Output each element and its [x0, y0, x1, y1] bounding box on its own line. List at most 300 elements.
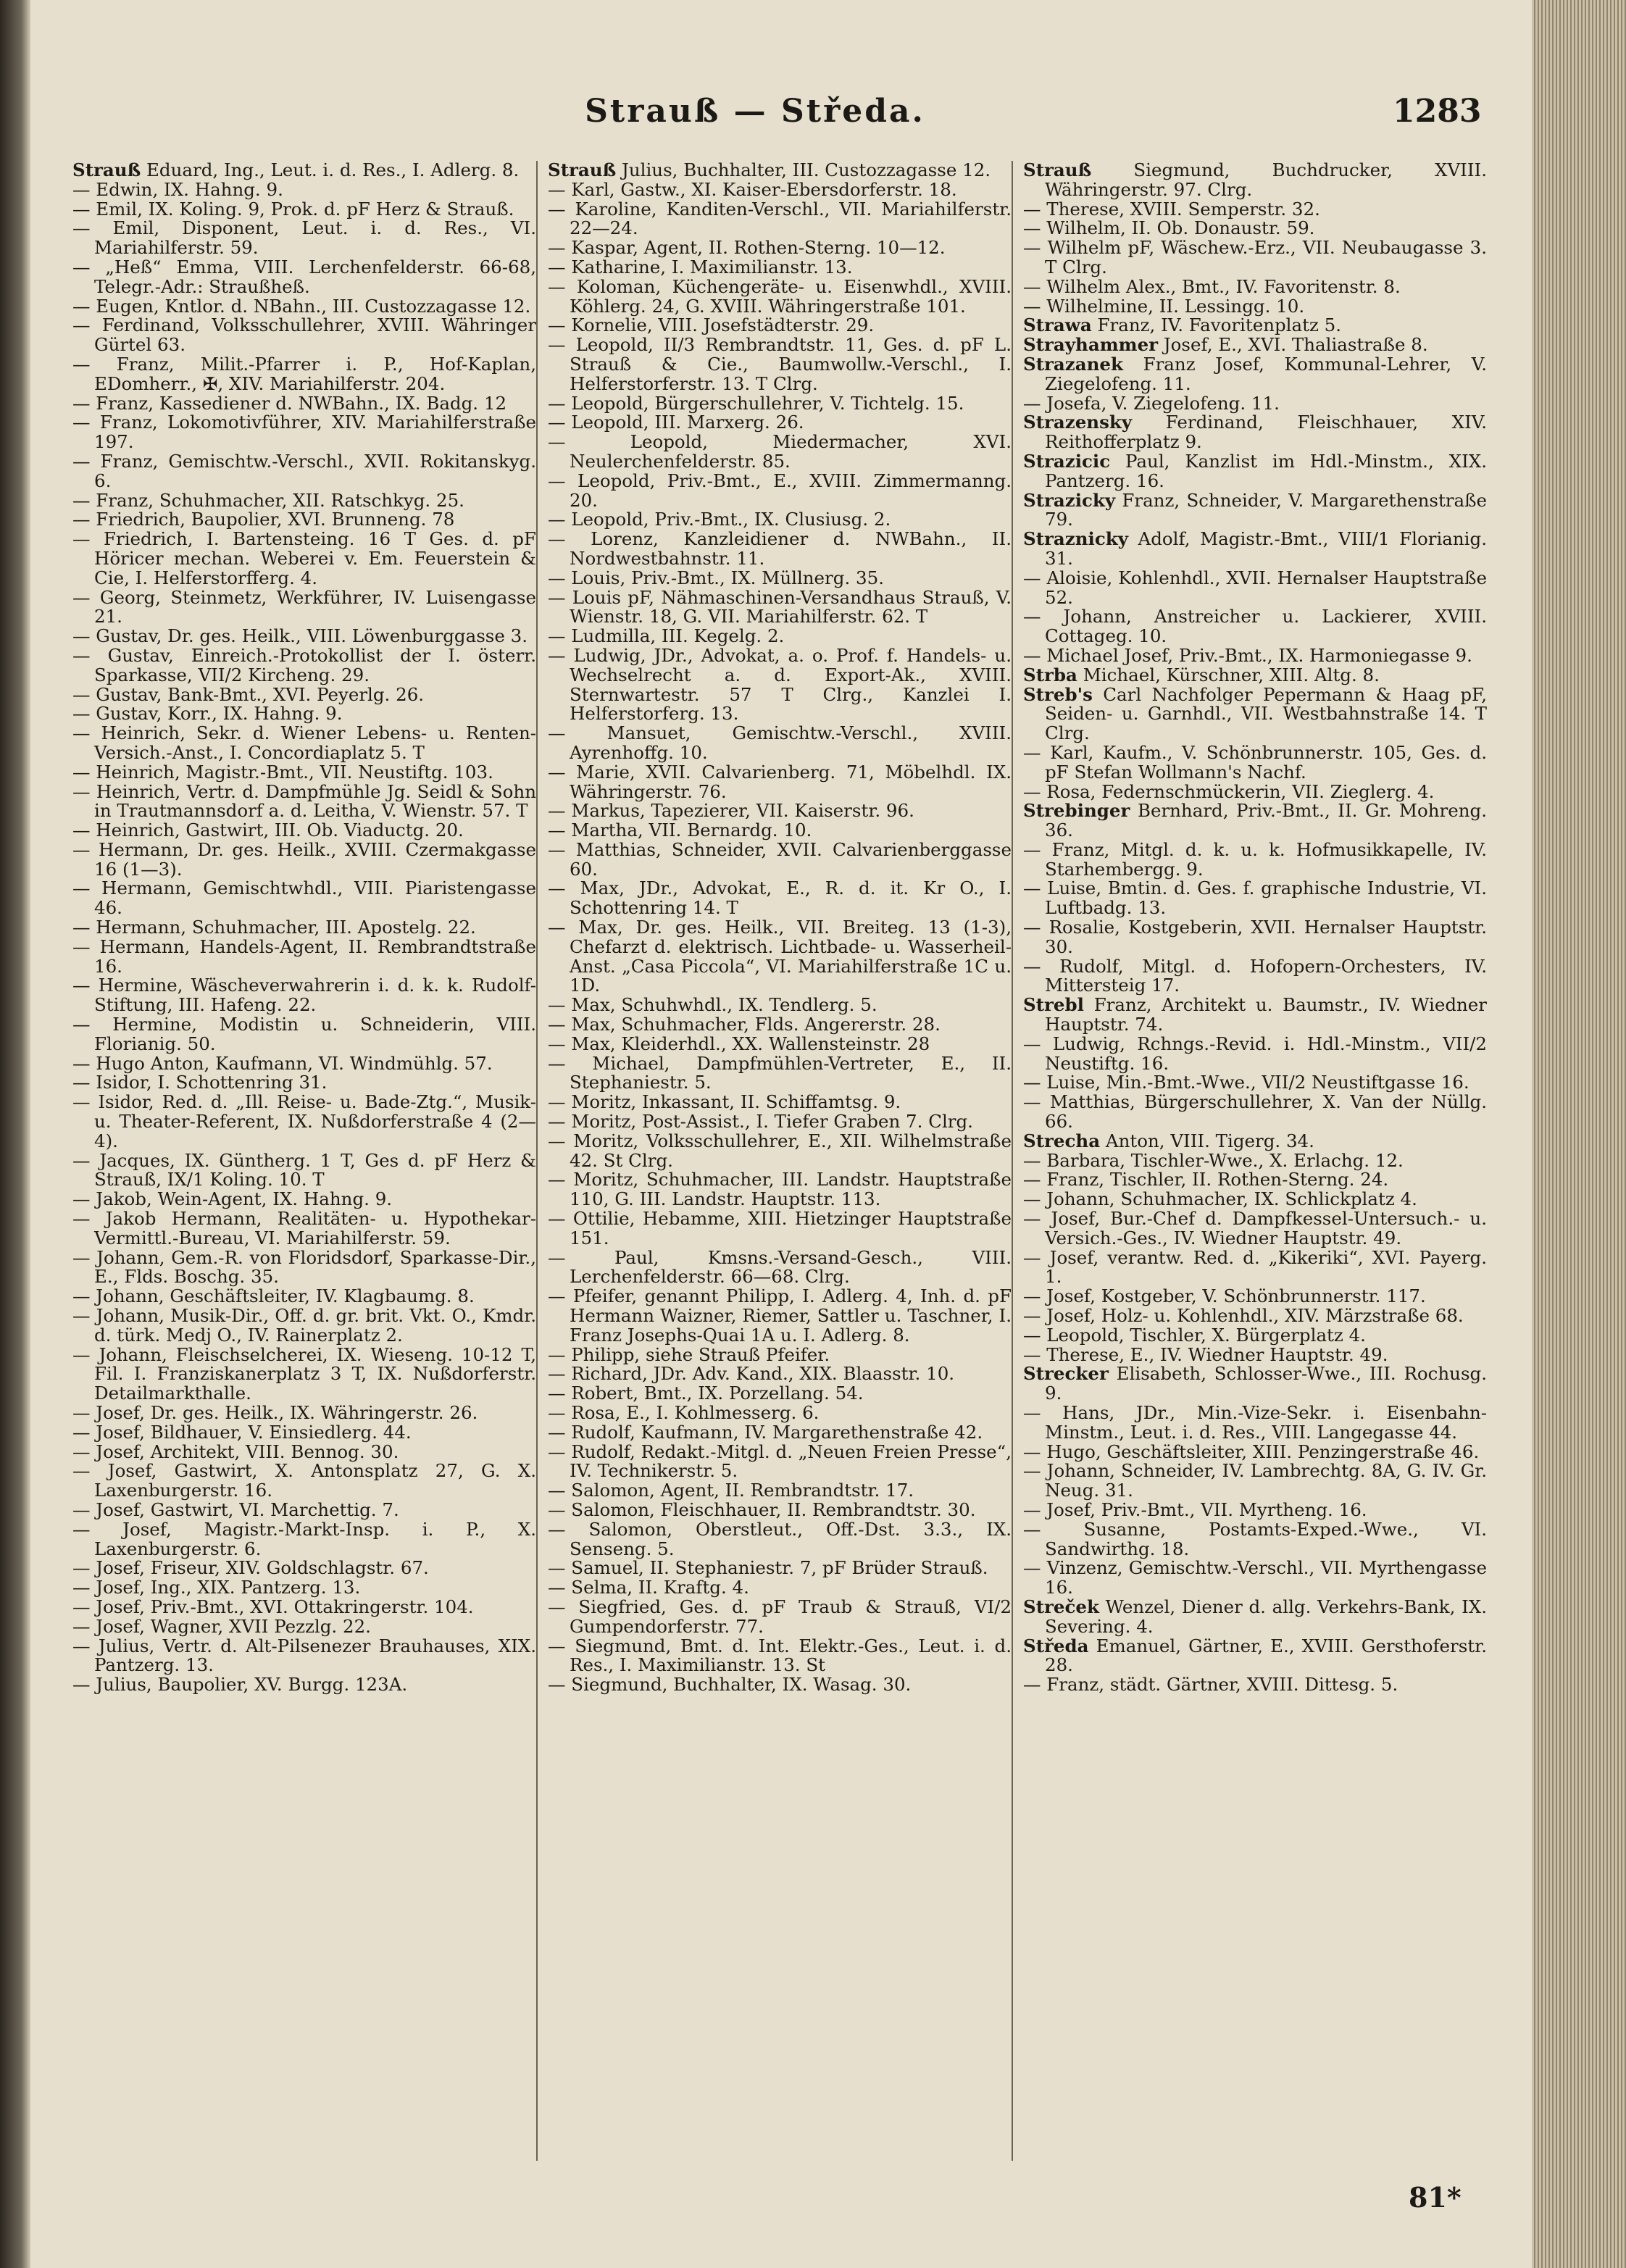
directory-entry — [1023, 1675, 1487, 1695]
directory-entry — [1023, 161, 1487, 200]
directory-entry — [548, 258, 1012, 278]
entry-text: — Franz, Milit.-Pfarrer i. P., Hof-Kaplan, EDomherr., ✠, XIV. Mariahilferstr. 204. — [72, 353, 536, 394]
directory-entry — [72, 1462, 536, 1501]
entry-text: — Hugo Anton, Kaufmann, VI. Windmühlg. 57. — [72, 1052, 493, 1074]
directory-entry — [1023, 1462, 1487, 1501]
entry-text: — Josef, Holz- u. Kohlenhdl., XIV. Märzstraße 68. — [1023, 1305, 1464, 1327]
entry-text: — Rosa, Federnschmückerin, VII. Zieglerg. 4. — [1023, 780, 1435, 802]
directory-entry — [1023, 1287, 1487, 1306]
entry-text: — Friedrich, I. Bartensteing. 16 T Ges. d. pF Höricer mechan. Weberei v. Em. Feuerstein & Cie, I. Helferstorfferg. 4. — [72, 528, 536, 588]
entry-text: — Josef, Friseur, XIV. Goldschlagstr. 67. — [72, 1557, 429, 1579]
entry-text: — Leopold, Priv.-Bmt., IX. Clusiusg. 2. — [548, 509, 891, 530]
column-divider — [536, 161, 538, 2161]
entry-text: — Siegmund, Bmt. d. Int. Elektr.-Ges., Leut. i. d. Res., I. Maximilianstr. 13. St — [548, 1635, 1012, 1676]
directory-entry — [1023, 1248, 1487, 1288]
directory-entry — [548, 1443, 1012, 1482]
directory-entry — [1023, 1306, 1487, 1326]
directory-entry — [548, 1093, 1012, 1112]
directory-entry — [72, 510, 536, 530]
directory-entry — [72, 976, 536, 1015]
entry-text: — Josef, Priv.-Bmt., XVI. Ottakringerstr. 104. — [72, 1596, 474, 1617]
directory-entry — [548, 238, 1012, 258]
entry-text: — Isidor, Red. d. „Ill. Reise- u. Bade-Ztg.“, Musik- u. Theater-Referent, IX. Nußdorferstraße 4 (2—4). — [72, 1091, 536, 1151]
entry-text: — Leopold, III. Marxerg. 26. — [548, 412, 804, 433]
directory-entry — [72, 918, 536, 938]
entry-text: — Josef, Gastwirt, VI. Marchettig. 7. — [72, 1498, 399, 1520]
entry-text: — Therese, XVIII. Semperstr. 32. — [1023, 198, 1320, 220]
entry-surname: Strauß — [1023, 161, 1092, 180]
entry-text: Bernhard, Priv.-Bmt., II. Gr. Mohreng. 36. — [1045, 800, 1487, 841]
entry-text: — Hermann, Handels-Agent, II. Rembrandtstraße 16. — [72, 935, 536, 977]
entry-text: — Karl, Kaufm., V. Schönbrunnerstr. 105, Ges. d. pF Stefan Wollmann's Nachf. — [1023, 741, 1487, 783]
entry-text: Paul, Kanzlist im Hdl.-Minstm., XIX. Pantzerg. 16. — [1045, 450, 1487, 491]
book-gutter — [0, 0, 30, 2268]
entry-text: — Heinrich, Gastwirt, III. Ob. Viaductg. 20. — [72, 820, 464, 841]
entry-text: — Rosa, E., I. Kohlmesserg. 6. — [548, 1402, 820, 1423]
directory-entry — [548, 1287, 1012, 1345]
entry-text: — Louis, Priv.-Bmt., IX. Müllnerg. 35. — [548, 567, 884, 588]
entry-text: — Johann, Musik-Dir., Off. d. gr. brit. Vkt. O., Kmdr. d. türk. Medj O., IV. Rainerplatz 2. — [72, 1305, 536, 1346]
page-header — [30, 93, 1532, 158]
directory-entry — [548, 1035, 1012, 1054]
directory-entry — [548, 1498, 1012, 1520]
entry-text: — Matthias, Bürgerschullehrer, X. Van der Nüllg. 66. — [1023, 1091, 1487, 1133]
entry-text: — Susanne, Postamts-Exped.-Wwe., VI. Sandwirthg. 18. — [1023, 1518, 1487, 1559]
directory-entry — [72, 724, 536, 763]
entry-text: — Jacques, IX. Güntherg. 1 T, Ges d. pF Herz & Strauß, IX/1 Koling. 10. T — [72, 1149, 536, 1191]
entry-text: — Salomon, Oberstleut., Off.-Dst. 3.3., IX. Senseng. 5. — [548, 1518, 1012, 1559]
entry-text: — Gustav, Bank-Bmt., XVI. Peyerlg. 26. — [72, 683, 425, 705]
page-number: 1283 — [1393, 93, 1482, 130]
directory-entry — [72, 1054, 536, 1074]
entry-text: — Aloisie, Kohlenhdl., XVII. Hernalser Hauptstraße 52. — [1023, 567, 1487, 608]
directory-entry — [72, 1404, 536, 1423]
directory-entry — [548, 413, 1012, 433]
entry-text: — Gustav, Korr., IX. Hahng. 9. — [72, 703, 343, 725]
directory-entry — [1023, 780, 1487, 802]
entry-text: — Heinrich, Sekr. d. Wiener Lebens- u. Renten-Versich.-Anst., I. Concordiaplatz 5. T — [72, 722, 536, 763]
entry-text: — Max, Schuhwhdl., IX. Tendlerg. 5. — [548, 994, 877, 1016]
directory-entry — [548, 1364, 1012, 1384]
entry-text: — Markus, Tapezierer, VII. Kaiserstr. 96. — [548, 800, 914, 822]
directory-entry — [72, 1209, 536, 1248]
directory-entry — [1023, 957, 1487, 996]
column-1 — [72, 161, 536, 2175]
entry-surname: Strauß — [72, 161, 141, 180]
directory-entry — [1023, 413, 1487, 452]
column-3 — [1023, 161, 1487, 2175]
entry-text: — Johann, Anstreicher u. Lackierer, XVIII. Cottageg. 10. — [1023, 606, 1487, 647]
directory-entry — [548, 801, 1012, 821]
entry-text: — Julius, Vertr. d. Alt-Pilsenezer Brauhauses, XIX. Pantzerg. 13. — [72, 1635, 536, 1676]
entry-text: — Josef, Bildhauer, V. Einsiedlerg. 44. — [72, 1421, 412, 1443]
directory-entry — [548, 1423, 1012, 1443]
directory-entry — [548, 879, 1012, 918]
entry-text: — Karl, Gastw., XI. Kaiser-Ebersdorferstr. 18. — [548, 178, 957, 200]
directory-entry — [548, 1384, 1012, 1404]
directory-entry — [1023, 1132, 1487, 1151]
directory-entry — [72, 1287, 536, 1306]
entry-text: — Rudolf, Mitgl. d. Hofopern-Orchesters, IV. Mittersteig 17. — [1023, 955, 1487, 996]
directory-entry — [72, 297, 536, 317]
directory-entry — [548, 1481, 1012, 1501]
directory-entry — [72, 452, 536, 491]
entry-text: — Johann, Gem.-R. von Floridsdorf, Sparkasse-Dir., E., Flds. Boschg. 35. — [72, 1246, 536, 1288]
entry-text: Elisabeth, Schlosser-Wwe., III. Rochusg. 9. — [1045, 1363, 1487, 1404]
entry-text: — Samuel, II. Stephaniestr. 7, pF Brüder Strauß. — [548, 1557, 988, 1579]
directory-entry — [1023, 530, 1487, 569]
entry-text: — Hermann, Schuhmacher, III. Apostelg. 22. — [72, 917, 476, 938]
page-title: Strauß — Středa. — [585, 93, 925, 130]
entry-text: Julius, Buchhalter, III. Custozzagasse 12. — [616, 161, 991, 180]
directory-entry — [1023, 394, 1487, 414]
entry-text: — Salomon, Agent, II. Rembrandtstr. 17. — [548, 1480, 914, 1501]
entry-text: — Wilhelm pF, Wäschew.-Erz., VII. Neubaugasse 3. T Clrg. — [1023, 237, 1487, 278]
directory-entry — [548, 1132, 1012, 1171]
directory-entry — [72, 1617, 536, 1637]
entry-text: — Katharine, I. Maximilianstr. 13. — [548, 256, 853, 278]
entry-text: — Josef, Architekt, VIII. Bennog. 30. — [72, 1441, 399, 1462]
directory-entry — [1023, 219, 1487, 238]
directory-entry — [72, 1423, 536, 1443]
entry-text: — Ottilie, Hebamme, XIII. Hietzinger Hauptstraße 151. — [548, 1208, 1012, 1248]
directory-entry — [1023, 1598, 1487, 1637]
entry-text: — Ludwig, Rchngs.-Revid. i. Hdl.-Minstm., VII/2 Neustiftg. 16. — [1023, 1033, 1487, 1074]
directory-entry — [1023, 685, 1487, 743]
entry-text: — Hermann, Dr. ges. Heilk., XVIII. Czermakgasse 16 (1—3). — [72, 838, 536, 880]
column-2 — [548, 161, 1012, 2175]
directory-entry — [1023, 1637, 1487, 1676]
entry-text: — Georg, Steinmetz, Werkführer, IV. Luisengasse 21. — [72, 586, 536, 628]
entry-text: — Kaspar, Agent, II. Rothen-Sterng. 10—12. — [548, 237, 946, 259]
entry-text: — Johann, Schneider, IV. Lambrechtg. 8A, G. IV. Gr. Neug. 31. — [1023, 1460, 1487, 1501]
directory-entry — [72, 200, 536, 220]
entry-text: — Rudolf, Redakt.-Mitgl. d. „Neuen Freien Presse“, IV. Technikerstr. 5. — [548, 1441, 1012, 1482]
directory-entry — [1023, 200, 1487, 220]
directory-entry — [548, 821, 1012, 841]
entry-text: — Ferdinand, Volksschullehrer, XVIII. Währinger Gürtel 63. — [72, 314, 536, 356]
directory-entry — [1023, 238, 1487, 278]
entry-text: — Josef, Ing., XIX. Pantzerg. 13. — [72, 1577, 361, 1598]
directory-entry — [1023, 918, 1487, 957]
entry-text: Josef, E., XVI. Thaliastraße 8. — [1158, 334, 1428, 356]
directory-entry — [548, 1578, 1012, 1598]
directory-entry — [1023, 1209, 1487, 1248]
directory-entry — [72, 491, 536, 511]
entry-text: — Josef, Kostgeber, V. Schönbrunnerstr. 117. — [1023, 1285, 1426, 1307]
directory-entry — [1023, 275, 1487, 297]
entry-text: — Moritz, Inkassant, II. Schiffamtsg. 9. — [548, 1091, 901, 1113]
entry-text: — Koloman, Küchengeräte- u. Eisenwhdl., XVIII. Köhlerg. 24, G. XVIII. Währingerstraße 101. — [548, 275, 1012, 317]
directory-entry — [72, 413, 536, 452]
entry-text: Franz Josef, Kommunal-Lehrer, V. Ziegelofeng. 11. — [1045, 353, 1487, 394]
entry-text: — Jakob Hermann, Realitäten- u. Hypothekar-Vermittl.-Bureau, VI. Mariahilferstr. 59. — [72, 1208, 536, 1248]
directory-entry — [548, 838, 1012, 880]
entry-surname: Streb's — [1023, 683, 1093, 705]
directory-entry — [548, 180, 1012, 200]
entry-text: — Gustav, Dr. ges. Heilk., VIII. Löwenburggasse 3. — [72, 625, 528, 647]
entry-text: — Max, Dr. ges. Heilk., VII. Breiteg. 13 (1-3), Chefarzt d. elektrisch. Lichtbade- u. Wasserheil-Anst. „Casa Piccola“, VI. Mariahilferstraße 1C u. 1D. — [548, 917, 1012, 996]
directory-entry — [548, 1675, 1012, 1695]
directory-entry — [72, 627, 536, 646]
entry-text: — Jakob, Wein-Agent, IX. Hahng. 9. — [72, 1188, 393, 1210]
directory-entry — [548, 627, 1012, 646]
entry-text: — Pfeifer, genannt Philipp, I. Adlerg. 4, Inh. d. pF Hermann Waizner, Riemer, Sattler u. Taschner, I. Franz Josephs-Quai 1A u. I. Adlerg. 8. — [548, 1285, 1012, 1346]
entry-text: Franz, Schneider, V. Margarethenstraße 79. — [1045, 489, 1487, 530]
entry-surname: Strazanek — [1023, 353, 1123, 375]
directory-entry — [548, 1015, 1012, 1035]
entry-text: — Hermann, Gemischtwhdl., VIII. Piaristengasse 46. — [72, 877, 536, 919]
entry-surname: Strauß — [548, 161, 617, 180]
entry-text: — Johann, Schuhmacher, IX. Schlickplatz 4. — [1023, 1188, 1417, 1210]
directory-entry — [72, 646, 536, 685]
entry-text: — Robert, Bmt., IX. Porzellang. 54. — [548, 1383, 864, 1404]
entry-text: Eduard, Ing., Leut. i. d. Res., I. Adlerg. 8. — [141, 161, 520, 180]
directory-entry — [1023, 1190, 1487, 1209]
directory-entry — [1023, 1343, 1487, 1365]
directory-entry — [72, 1520, 536, 1559]
directory-entry — [548, 1520, 1012, 1559]
entry-text: — Emil, IX. Koling. 9, Prok. d. pF Herz & Strauß. — [72, 198, 514, 220]
entry-text: — Wilhelm, II. Ob. Donaustr. 59. — [1023, 217, 1315, 239]
entry-text: — Max, Kleiderhdl., XX. Wallensteinstr. 28 — [548, 1033, 930, 1054]
directory-entry — [72, 780, 536, 822]
entry-text: — Hugo, Geschäftsleiter, XIII. Penzingerstraße 46. — [1023, 1441, 1480, 1462]
directory-entry — [1023, 355, 1487, 394]
directory-entry — [72, 821, 536, 841]
entry-text: Wenzel, Diener d. allg. Verkehrs-Bank, IX. Severing. 4. — [1045, 1596, 1487, 1637]
directory-entry — [72, 1015, 536, 1054]
entry-text: — Marie, XVII. Calvarienberg. 71, Möbelhdl. IX. Währingerstr. 76. — [548, 761, 1012, 802]
directory-entry — [1023, 452, 1487, 491]
entry-text: — Michael Josef, Priv.-Bmt., IX. Harmoniegasse 9. — [1023, 644, 1472, 666]
directory-entry — [1023, 801, 1487, 841]
entry-text: — Rudolf, Kaufmann, IV. Margarethenstraße 42. — [548, 1421, 983, 1443]
entry-text: Franz, Architekt u. Baumstr., IV. Wiedner Hauptstr. 74. — [1045, 994, 1487, 1035]
entry-text: — Gustav, Einreich.-Protokollist der I. österr. Sparkasse, VII/2 Kircheng. 29. — [72, 644, 536, 685]
directory-entry — [72, 935, 536, 977]
directory-entry — [72, 1306, 536, 1346]
entry-text: — „Heß“ Emma, VIII. Lerchenfelderstr. 66-68, Telegr.-Adr.: Straußheß. — [72, 256, 536, 297]
directory-entry — [72, 685, 536, 705]
entry-text: — Friedrich, Baupolier, XVI. Brunneng. 78 — [72, 509, 455, 530]
directory-entry — [548, 646, 1012, 724]
directory-entry — [72, 316, 536, 355]
entry-text: — Mansuet, Gemischtw.-Verschl., XVIII. Ayrenhoffg. 10. — [548, 722, 1012, 763]
entry-text: — Wilhelm Alex., Bmt., IV. Favoritenstr. 8. — [1023, 275, 1401, 297]
entry-text: — Franz, Mitgl. d. k. u. k. Hofmusikkapelle, IV. Starhembergg. 9. — [1023, 838, 1487, 880]
directory-entry — [1023, 1326, 1487, 1346]
entry-text: — Josef, Priv.-Bmt., VII. Myrtheng. 16. — [1023, 1498, 1367, 1520]
directory-entry — [1023, 1151, 1487, 1171]
entry-text: Anton, VIII. Tigerg. 34. — [1100, 1130, 1314, 1151]
entry-text: Siegmund, Buchdrucker, XVIII. Währingerstr. 97. Clrg. — [1045, 161, 1487, 200]
entry-text: — Franz, Schuhmacher, XII. Ratschkyg. 25. — [72, 489, 464, 511]
directory-entry — [72, 1443, 536, 1462]
directory-entry — [548, 316, 1012, 335]
directory-entry — [72, 1559, 536, 1578]
directory-entry — [548, 335, 1012, 393]
entry-text: — Barbara, Tischler-Wwe., X. Erlachg. 12. — [1023, 1149, 1404, 1171]
entry-text: — Franz, Tischler, II. Rothen-Sterng. 24. — [1023, 1169, 1389, 1191]
entry-text: — Isidor, I. Schottenring 31. — [72, 1072, 328, 1093]
entry-text: — Edwin, IX. Hahng. 9. — [72, 178, 283, 200]
directory-entry — [72, 394, 536, 414]
entry-text: — Heinrich, Vertr. d. Dampfmühle Jg. Seidl & Sohn in Trautmannsdorf a. d. Leitha, V. Wienstr. 57. T — [72, 780, 536, 822]
entry-text: Franz, IV. Favoritenplatz 5. — [1091, 314, 1342, 336]
entry-text: — Josef, Bur.-Chef d. Dampfkessel-Untersuch.- u. Versich.-Ges., IV. Wiedner Hauptstr. 49. — [1023, 1208, 1487, 1248]
entry-text: — Josefa, V. Ziegelofeng. 11. — [1023, 392, 1280, 414]
directory-entry — [548, 763, 1012, 802]
entry-surname: Strebl — [1023, 994, 1084, 1016]
entry-surname: Strecker — [1023, 1363, 1109, 1385]
entry-text: Carl Nachfolger Pepermann & Haag pF, Seiden- u. Garnhdl., VII. Westbahnstraße 14. T Clrg. — [1045, 683, 1487, 744]
entry-surname: Strayhammer — [1023, 334, 1159, 356]
directory-entry — [548, 510, 1012, 530]
directory-entry — [1023, 335, 1487, 355]
directory-entry — [72, 1598, 536, 1617]
entry-text: — Lorenz, Kanzleidiener d. NWBahn., II. Nordwestbahnstr. 11. — [548, 528, 1012, 569]
directory-entry — [72, 258, 536, 297]
directory-entry — [548, 724, 1012, 763]
entry-text: — Michael, Dampfmühlen-Vertreter, E., II. Stephaniestr. 5. — [548, 1052, 1012, 1093]
entry-text: — Josef, Dr. ges. Heilk., IX. Währingerstr. 26. — [72, 1402, 478, 1423]
directory-entry — [548, 1112, 1012, 1132]
entry-text: — Josef, Wagner, XVII Pezzlg. 22. — [72, 1615, 371, 1637]
entry-text: — Leopold, Miedermacher, XVI. Neulerchenfelderstr. 85. — [548, 431, 1012, 472]
directory-entry — [72, 1498, 536, 1520]
directory-entry — [548, 1209, 1012, 1248]
entry-surname: Středa — [1023, 1635, 1089, 1656]
entry-text: — Kornelie, VIII. Josefstädterstr. 29. — [548, 314, 875, 336]
directory-entry — [548, 200, 1012, 239]
directory-entry — [548, 1598, 1012, 1637]
directory-entry — [548, 1559, 1012, 1578]
entry-text: — Max, Schuhmacher, Flds. Angererstr. 28. — [548, 1014, 941, 1035]
entry-text: — Leopold, Bürgerschullehrer, V. Tichtelg. 15. — [548, 392, 964, 414]
entry-surname: Straznicky — [1023, 528, 1128, 550]
directory-entry — [72, 1343, 536, 1404]
directory-entry — [72, 704, 536, 724]
directory-entry — [72, 879, 536, 918]
directory-entry — [72, 1190, 536, 1209]
directory-entry — [548, 918, 1012, 996]
directory-entry — [1023, 607, 1487, 646]
entry-text: Adolf, Magistr.-Bmt., VIII/1 Florianig. 31. — [1045, 528, 1487, 569]
directory-entry — [72, 1578, 536, 1598]
directory-entry — [72, 763, 536, 783]
entry-text: — Franz, Gemischtw.-Verschl., XVII. Rokitanskyg. 6. — [72, 450, 536, 491]
entry-text: — Richard, JDr. Adv. Kand., XIX. Blaasstr. 10. — [548, 1363, 955, 1385]
entry-text: — Johann, Fleischselcherei, IX. Wieseng. 10-12 T, Fil. I. Franziskanerplatz 3 T, IX. Nußdorferstr. Detailmarkthalle. — [72, 1343, 536, 1404]
entry-text: — Hans, JDr., Min.-Vize-Sekr. i. Eisenbahn-Minstm., Leut. i. d. Res., VIII. Langegasse 44. — [1023, 1402, 1487, 1443]
entry-text: — Martha, VII. Bernardg. 10. — [548, 820, 812, 841]
directory-entry — [1023, 1170, 1487, 1190]
entry-surname: Strazicic — [1023, 450, 1111, 472]
directory-entry — [548, 588, 1012, 628]
entry-text: — Moritz, Volksschullehrer, E., XII. Wilhelmstraße 42. St Clrg. — [548, 1130, 1012, 1171]
directory-entry — [548, 472, 1012, 511]
directory-entry — [548, 996, 1012, 1015]
entry-text: — Moritz, Post-Assist., I. Tiefer Graben 7. Clrg. — [548, 1111, 973, 1133]
entry-text: Ferdinand, Fleischhauer, XIV. Reithofferplatz 9. — [1045, 412, 1487, 453]
entry-text: — Matthias, Schneider, XVII. Calvarienberggasse 60. — [548, 838, 1012, 880]
directory-entry — [548, 433, 1012, 472]
directory-page — [30, 0, 1532, 2268]
entry-text: — Leopold, Priv.-Bmt., E., XVIII. Zimmermanng. 20. — [548, 470, 1012, 511]
entry-text: — Hermine, Modistin u. Schneiderin, VIII. Florianig. 50. — [72, 1014, 536, 1054]
directory-entry — [548, 569, 1012, 588]
directory-entry — [1023, 838, 1487, 880]
directory-entry — [548, 1054, 1012, 1093]
entry-text: — Salomon, Fleischhauer, II. Rembrandtstr. 30. — [548, 1498, 976, 1520]
entry-text: — Louis pF, Nähmaschinen-Versandhaus Strauß, V. Wienstr. 18, G. VII. Mariahilferstr. 62. T — [548, 586, 1012, 628]
directory-entry — [548, 394, 1012, 414]
directory-entry — [1023, 1404, 1487, 1443]
entry-text: — Siegfried, Ges. d. pF Traub & Strauß, VI/2 Gumpendorferstr. 77. — [548, 1596, 1012, 1637]
directory-entry — [72, 530, 536, 588]
entry-text: — Johann, Geschäftsleiter, IV. Klagbaumg. 8. — [72, 1285, 475, 1307]
directory-entry — [72, 1151, 536, 1191]
entry-surname: Strba — [1023, 664, 1077, 685]
entry-surname: Strecha — [1023, 1130, 1101, 1151]
directory-entry — [1023, 1559, 1487, 1598]
entry-text: — Max, JDr., Advokat, E., R. d. it. Kr O., I. Schottenring 14. T — [548, 877, 1012, 919]
directory-entry — [1023, 879, 1487, 918]
entry-surname: Strebinger — [1023, 800, 1130, 822]
entry-text: — Wilhelmine, II. Lessingg. 10. — [1023, 295, 1305, 317]
entry-text: — Franz, städt. Gärtner, XVIII. Dittesg. 5. — [1023, 1674, 1398, 1696]
entry-text: — Josef, Magistr.-Markt-Insp. i. P., X. Laxenburgerstr. 6. — [72, 1518, 536, 1559]
entry-text: — Julius, Baupolier, XV. Burgg. 123A. — [72, 1674, 408, 1696]
directory-entry — [1023, 297, 1487, 317]
entry-text: — Therese, E., IV. Wiedner Hauptstr. 49. — [1023, 1343, 1388, 1365]
entry-text: — Luise, Bmtin. d. Ges. f. graphische Industrie, VI. Luftbadg. 13. — [1023, 877, 1487, 919]
directory-entry — [1023, 569, 1487, 608]
directory-entry — [1023, 1364, 1487, 1404]
directory-entry — [1023, 1520, 1487, 1559]
directory-entry — [72, 161, 536, 180]
entry-text: — Selma, II. Kraftg. 4. — [548, 1577, 749, 1598]
directory-entry — [1023, 996, 1487, 1035]
directory-entry — [72, 838, 536, 880]
directory-entry — [1023, 1443, 1487, 1462]
directory-entry — [72, 355, 536, 394]
directory-entry — [72, 219, 536, 258]
entry-text: — Luise, Min.-Bmt.-Wwe., VII/2 Neustiftgasse 16. — [1023, 1072, 1469, 1093]
directory-entry — [72, 588, 536, 628]
entry-surname: Streček — [1023, 1596, 1099, 1617]
directory-entry — [1023, 316, 1487, 335]
entry-text: — Ludwig, JDr., Advokat, a. o. Prof. f. Handels- u. Wechselrecht a. d. Export-Ak., XVIII. Sternwartestr. 57 T Clrg., Kanzlei I. Helferstorferg. 13. — [548, 644, 1012, 725]
directory-entry — [72, 1675, 536, 1695]
directory-entry — [548, 1404, 1012, 1423]
directory-entry — [1023, 646, 1487, 666]
directory-entry — [1023, 666, 1487, 685]
directory-entry — [548, 161, 1012, 180]
directory-entry — [72, 180, 536, 200]
directory-entry — [548, 1248, 1012, 1288]
page-edges — [1532, 0, 1626, 2268]
entry-text: — Ludmilla, III. Kegelg. 2. — [548, 625, 785, 647]
entry-text: — Moritz, Schuhmacher, III. Landstr. Hauptstraße 110, G. III. Landstr. Hauptstr. 113. — [548, 1169, 1012, 1210]
entry-text: Emanuel, Gärtner, E., XVIII. Gersthoferstr. 28. — [1045, 1635, 1487, 1676]
directory-entry — [1023, 1498, 1487, 1520]
entry-text: — Josef, Gastwirt, X. Antonsplatz 27, G. X. Laxenburgerstr. 16. — [72, 1460, 536, 1501]
directory-entry — [72, 1093, 536, 1151]
entry-text: — Paul, Kmsns.-Versand-Gesch., VIII. Lerchenfelderstr. 66—68. Clrg. — [548, 1246, 1012, 1288]
entry-text: — Josef, verantw. Red. d. „Kikeriki“, XVI. Payerg. 1. — [1023, 1246, 1487, 1288]
